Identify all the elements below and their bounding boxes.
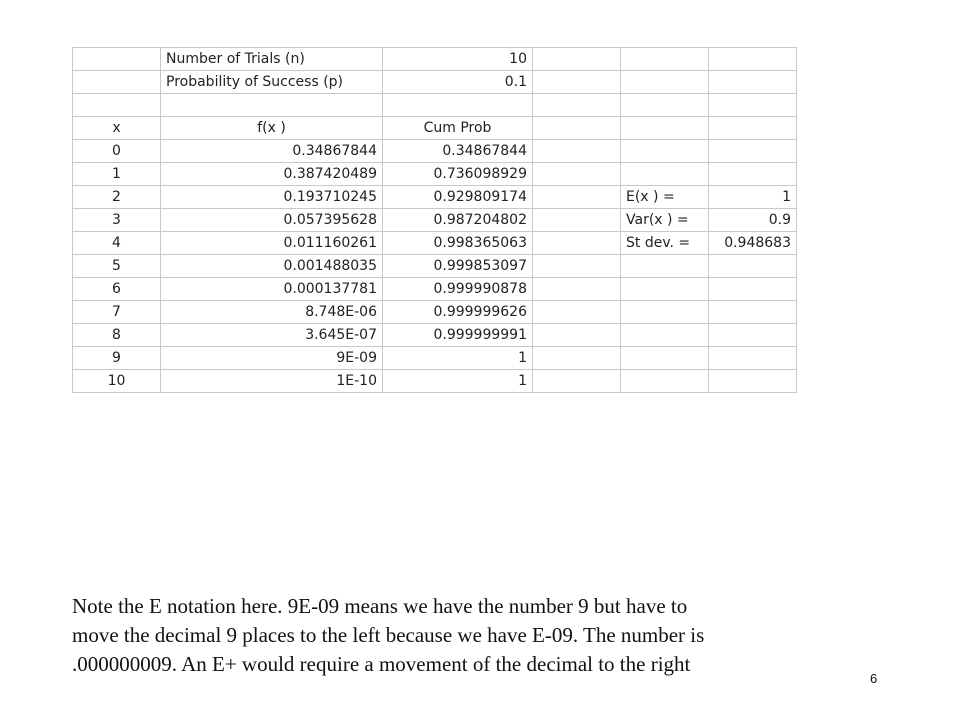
table-row bbox=[73, 163, 797, 186]
table-row bbox=[73, 347, 797, 370]
empty-cell bbox=[533, 117, 621, 140]
empty-cell bbox=[709, 48, 797, 71]
empty-cell bbox=[533, 301, 621, 324]
note-line-1: Note the E notation here. 9E-09 means we have the number 9 but have to bbox=[72, 594, 688, 618]
page-number: 6 bbox=[870, 671, 878, 686]
cum-cell: 0.987204802 bbox=[383, 209, 533, 232]
fx-cell: 0.387420489 bbox=[161, 163, 383, 186]
cum-cell: 0.999999626 bbox=[383, 301, 533, 324]
empty-cell bbox=[709, 94, 797, 117]
empty-cell bbox=[621, 301, 709, 324]
note-line-2: move the decimal 9 places to the left because we have E-09. The number is bbox=[72, 623, 705, 647]
table-row bbox=[73, 255, 797, 278]
empty-cell bbox=[533, 232, 621, 255]
cum-cell: 0.999853097 bbox=[383, 255, 533, 278]
x-cell: 6 bbox=[73, 278, 161, 301]
table-row bbox=[73, 324, 797, 347]
empty-cell bbox=[621, 48, 709, 71]
empty-cell bbox=[383, 94, 533, 117]
empty-cell bbox=[621, 140, 709, 163]
fx-cell: 0.011160261 bbox=[161, 232, 383, 255]
empty-cell bbox=[621, 117, 709, 140]
cum-cell: 0.736098929 bbox=[383, 163, 533, 186]
table-row bbox=[73, 232, 797, 255]
x-header: x bbox=[73, 117, 161, 140]
empty-cell bbox=[533, 347, 621, 370]
n-label: Number of Trials (n) bbox=[161, 48, 383, 71]
empty-cell bbox=[533, 186, 621, 209]
ex-value: 1 bbox=[709, 186, 797, 209]
empty-cell bbox=[73, 48, 161, 71]
fx-cell: 0.001488035 bbox=[161, 255, 383, 278]
empty-cell bbox=[709, 370, 797, 393]
x-cell: 1 bbox=[73, 163, 161, 186]
empty-cell bbox=[533, 48, 621, 71]
table-row bbox=[73, 370, 797, 393]
x-cell: 5 bbox=[73, 255, 161, 278]
empty-cell bbox=[533, 324, 621, 347]
empty-cell bbox=[709, 255, 797, 278]
spreadsheet-body bbox=[73, 48, 797, 393]
e-notation-note bbox=[72, 592, 892, 679]
x-cell: 4 bbox=[73, 232, 161, 255]
fx-header: f(x ) bbox=[161, 117, 383, 140]
table-row bbox=[73, 186, 797, 209]
n-value: 10 bbox=[383, 48, 533, 71]
binomial-spreadsheet bbox=[72, 47, 797, 393]
empty-cell bbox=[709, 278, 797, 301]
cum-cell: 0.999999991 bbox=[383, 324, 533, 347]
empty-cell bbox=[709, 117, 797, 140]
empty-cell bbox=[533, 94, 621, 117]
fx-cell: 0.34867844 bbox=[161, 140, 383, 163]
empty-cell bbox=[709, 324, 797, 347]
empty-cell bbox=[709, 347, 797, 370]
empty-cell bbox=[533, 163, 621, 186]
p-param-row bbox=[73, 71, 797, 94]
empty-cell bbox=[709, 301, 797, 324]
x-cell: 2 bbox=[73, 186, 161, 209]
empty-cell bbox=[709, 71, 797, 94]
var-value: 0.9 bbox=[709, 209, 797, 232]
table-row bbox=[73, 209, 797, 232]
table-row bbox=[73, 301, 797, 324]
fx-cell: 0.193710245 bbox=[161, 186, 383, 209]
empty-cell bbox=[621, 347, 709, 370]
fx-cell: 9E-09 bbox=[161, 347, 383, 370]
x-cell: 8 bbox=[73, 324, 161, 347]
empty-cell bbox=[161, 94, 383, 117]
empty-cell bbox=[621, 163, 709, 186]
cum-cell: 0.999990878 bbox=[383, 278, 533, 301]
table-row bbox=[73, 278, 797, 301]
fx-cell: 0.000137781 bbox=[161, 278, 383, 301]
n-param-row bbox=[73, 48, 797, 71]
empty-cell bbox=[533, 71, 621, 94]
x-cell: 10 bbox=[73, 370, 161, 393]
empty-cell bbox=[73, 71, 161, 94]
x-cell: 0 bbox=[73, 140, 161, 163]
fx-cell: 8.748E-06 bbox=[161, 301, 383, 324]
cum-cell: 0.998365063 bbox=[383, 232, 533, 255]
empty-cell bbox=[621, 94, 709, 117]
empty-cell bbox=[533, 278, 621, 301]
header-row bbox=[73, 117, 797, 140]
cum-cell: 0.929809174 bbox=[383, 186, 533, 209]
note-line-3: .000000009. An E+ would require a movement of the decimal to the right bbox=[72, 652, 691, 676]
sd-value: 0.948683 bbox=[709, 232, 797, 255]
sd-label: St dev. = bbox=[621, 232, 709, 255]
cum-cell: 1 bbox=[383, 370, 533, 393]
fx-cell: 3.645E-07 bbox=[161, 324, 383, 347]
ex-label: E(x ) = bbox=[621, 186, 709, 209]
blank-row bbox=[73, 94, 797, 117]
empty-cell bbox=[533, 255, 621, 278]
empty-cell bbox=[533, 209, 621, 232]
p-label: Probability of Success (p) bbox=[161, 71, 383, 94]
table-row bbox=[73, 140, 797, 163]
p-value: 0.1 bbox=[383, 71, 533, 94]
x-cell: 7 bbox=[73, 301, 161, 324]
empty-cell bbox=[73, 94, 161, 117]
empty-cell bbox=[621, 255, 709, 278]
fx-cell: 0.057395628 bbox=[161, 209, 383, 232]
empty-cell bbox=[621, 71, 709, 94]
empty-cell bbox=[621, 278, 709, 301]
empty-cell bbox=[533, 140, 621, 163]
empty-cell bbox=[533, 370, 621, 393]
x-cell: 9 bbox=[73, 347, 161, 370]
x-cell: 3 bbox=[73, 209, 161, 232]
cum-prob-header: Cum Prob bbox=[383, 117, 533, 140]
empty-cell bbox=[621, 324, 709, 347]
cum-cell: 0.34867844 bbox=[383, 140, 533, 163]
empty-cell bbox=[709, 163, 797, 186]
empty-cell bbox=[621, 370, 709, 393]
fx-cell: 1E-10 bbox=[161, 370, 383, 393]
var-label: Var(x ) = bbox=[621, 209, 709, 232]
cum-cell: 1 bbox=[383, 347, 533, 370]
empty-cell bbox=[709, 140, 797, 163]
